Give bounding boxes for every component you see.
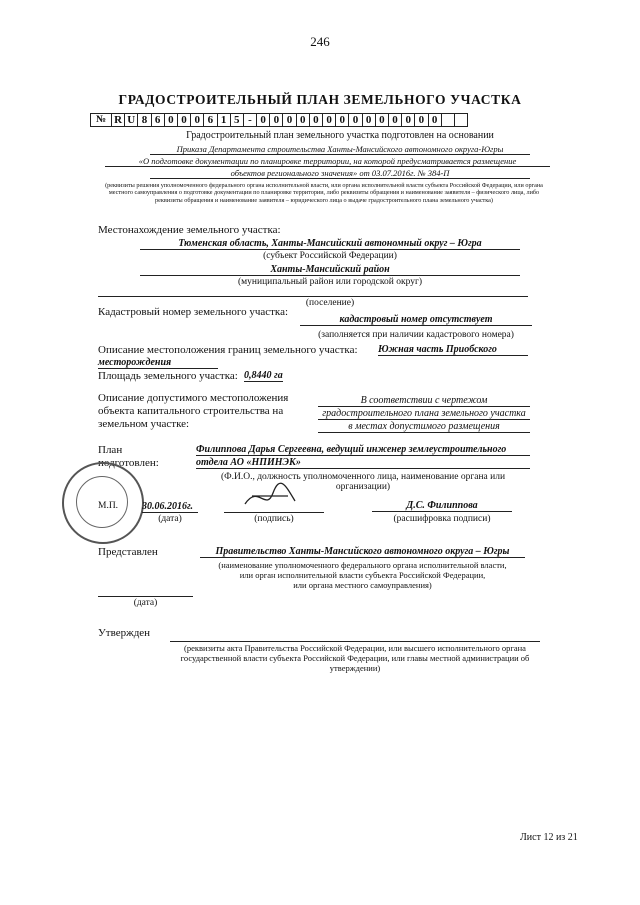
reg-number-cell: 1 (217, 114, 230, 127)
reg-number-cell: 0 (177, 114, 190, 127)
reg-number-cell: 0 (428, 114, 441, 127)
prepared-label-1: План (98, 444, 123, 456)
presented-date-line (98, 596, 193, 597)
area-label: Площадь земельного участка: (98, 370, 238, 382)
reg-number-cell: 6 (204, 114, 217, 127)
reg-number-cell: 5 (230, 114, 243, 127)
reg-number-cell: - (243, 114, 256, 127)
permitted-value-2: градостроительного плана земельного участка (318, 408, 530, 420)
registration-number-grid (90, 113, 468, 127)
location-label: Местонахождение земельного участка: (98, 224, 281, 236)
prepared-label-2: подготовлен: (98, 457, 159, 469)
permitted-value-3: в местах допустимого размещения (318, 421, 530, 433)
reg-number-cell: 0 (270, 114, 283, 127)
area-value: 0,8440 га (244, 370, 283, 381)
cadastral-value: кадастровый номер отсутствует (300, 314, 532, 326)
cadastral-label: Кадастровый номер земельного участка: (98, 306, 289, 318)
basis-line-1: Приказа Департамента строительства Ханты-Мансийского автономного округа-Югры (150, 144, 530, 155)
presented-label: Представлен (98, 546, 158, 558)
presented-caption-3: или органа местного самоуправления) (293, 580, 432, 590)
boundaries-value-1: Южная часть Приобского (378, 344, 528, 356)
permitted-label-1: Описание допустимого местоположения (98, 392, 289, 404)
permitted-label-2: объекта капитального строительства на (98, 405, 284, 417)
district-value: Ханты-Мансийский район (140, 264, 520, 276)
number-sign: № (91, 114, 112, 127)
prepared-date: 30.06.2016г. (142, 501, 198, 513)
prepared-caption: (Ф.И.О., должность уполномоченного лица, наименование органа или организации) (220, 472, 506, 492)
basis-line-3: объектов регионального значения» от 03.07.2016г. № 384-П (150, 168, 530, 179)
district-caption: (муниципальный район или городской округ) (237, 277, 423, 287)
reg-number-cell: 8 (138, 114, 151, 127)
page-number: 246 (310, 34, 330, 49)
approved-label: Утвержден (98, 627, 151, 639)
presented-date-caption: (дата) (133, 598, 158, 608)
basis-note: (реквизиты решения уполномоченного федерального органа исполнительной власти, или органа исполнительной власти субъекта Российской Федерации, или органа местного самоуправления о подготовке документации по планировке территории, либо реквизиты обращения и наименование заявителя – физического лица, либо реквизиты обращения и наименование заявителя – юридического лица о выдаче градостроительного плана земельного участка) (105, 182, 543, 204)
mp-label: М.П. (98, 501, 119, 511)
approved-caption-3: утверждении) (329, 663, 381, 673)
reg-number-cell: 0 (375, 114, 388, 127)
basis-heading: Градостроительный план земельного участка подготовлен на основании (186, 130, 494, 141)
reg-number-cell (441, 114, 454, 127)
document-title: ГРАДОСТРОИТЕЛЬНЫЙ ПЛАН ЗЕМЕЛЬНОГО УЧАСТКА (118, 92, 522, 107)
boundaries-value-2: месторождения (98, 357, 218, 369)
prepared-date-caption: (дата) (158, 514, 182, 524)
reg-number-cell: 0 (296, 114, 309, 127)
signature-line (224, 512, 324, 513)
boundaries-label: Описание местоположения границ земельного участка: (98, 344, 358, 356)
reg-number-cell: 0 (415, 114, 428, 127)
settlement-caption: (поселение) (305, 298, 355, 308)
reg-number-cell: 0 (191, 114, 204, 127)
prepared-value-2: отдела АО «НПИНЭК» (196, 457, 530, 469)
reg-number-cell: 0 (388, 114, 401, 127)
basis-line-2: «О подготовке документации по планировке территории, на которой предусматривается размещение (105, 156, 550, 167)
presented-caption-1: (наименование уполномоченного федерального органа исполнительной власти, (218, 560, 507, 570)
presented-caption-2: или орган исполнительной власти субъекта Российской Федерации, (239, 570, 486, 580)
subject-caption: (субъект Российской Федерации) (263, 251, 397, 261)
reg-number-cell: 0 (257, 114, 270, 127)
reg-number-cell: 6 (151, 114, 164, 127)
reg-number-cell (454, 114, 467, 127)
reg-number-cell: 0 (336, 114, 349, 127)
reg-number-cell: 0 (362, 114, 375, 127)
signature-caption: (подпись) (254, 514, 294, 524)
reg-number-cell: 0 (164, 114, 177, 127)
settlement-line (98, 296, 528, 297)
handwritten-signature (240, 482, 300, 512)
reg-number-cell: 0 (323, 114, 336, 127)
reg-number-cell: U (125, 114, 138, 127)
presented-value: Правительство Ханты-Мансийского автономного округа – Югры (200, 546, 525, 558)
prepared-value-1: Филиппова Дарья Сергеевна, ведущий инженер землеустроительного (196, 444, 530, 456)
sheet-number: Лист 12 из 21 (520, 832, 578, 843)
reg-number-cell: 0 (309, 114, 322, 127)
approved-caption-1: (реквизиты акта Правительства Российской Федерации, или высшего исполнительного органа (184, 643, 526, 653)
signer-name: Д.С. Филиппова (372, 500, 512, 512)
subject-value: Тюменская область, Ханты-Мансийский автономный округ – Югра (140, 238, 520, 250)
approved-caption-2: государственной власти субъекта Российской Федерации, или главы местной администрации об (180, 653, 530, 663)
reg-number-cell: R (112, 114, 125, 127)
reg-number-cell: 0 (402, 114, 415, 127)
permitted-value-1: В соответствии с чертежом (318, 395, 530, 407)
signer-name-caption: (расшифровка подписи) (393, 514, 491, 524)
reg-number-cell: 0 (349, 114, 362, 127)
permitted-label-3: земельном участке: (98, 418, 190, 430)
approved-line (170, 641, 540, 642)
reg-number-cell: 0 (283, 114, 296, 127)
cadastral-caption: (заполняется при наличии кадастрового номера) (318, 330, 514, 340)
